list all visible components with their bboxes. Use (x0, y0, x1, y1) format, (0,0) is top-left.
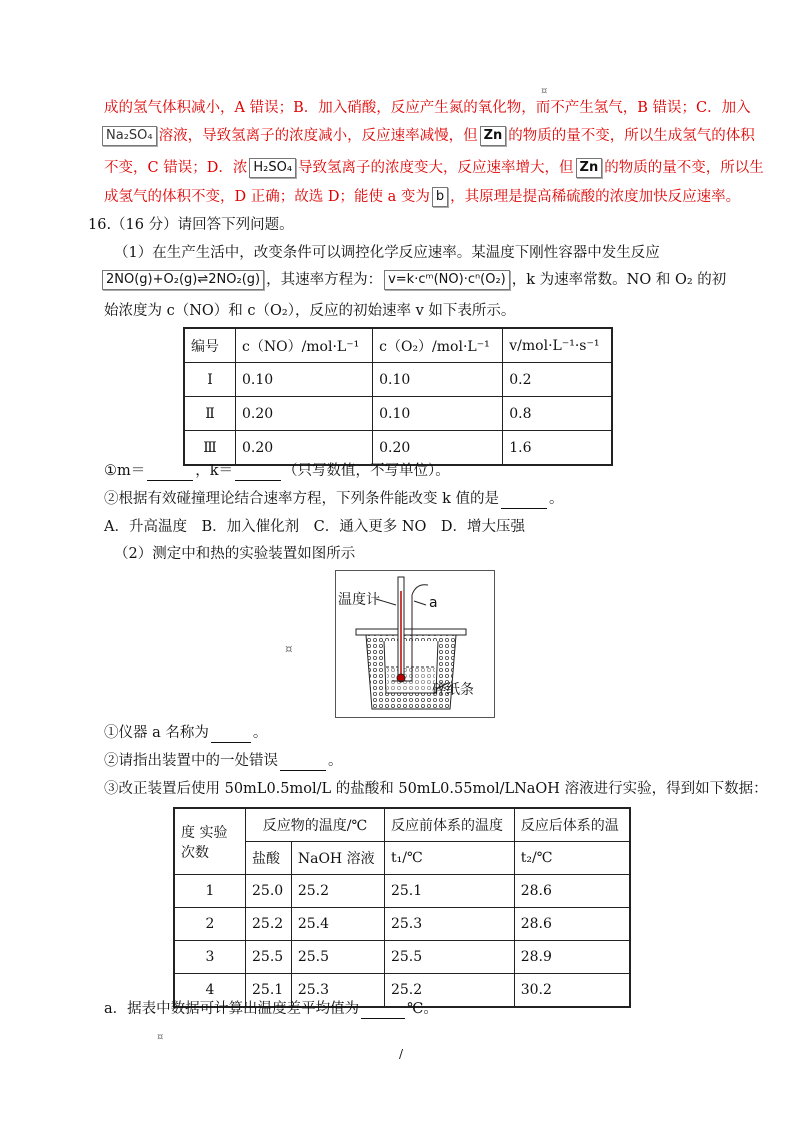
anchor-mark: ¤ (157, 1032, 164, 1043)
h2so4-formula-box: H₂SO₄ (249, 158, 296, 178)
calorimeter-figure (335, 570, 495, 718)
table-header-cell: 编号 (184, 328, 236, 363)
answer-line-2: Na₂SO₄ 溶液，导致氢离子的浓度减小，反应速率减慢，但 Zn 的物质的量不变，所以生成氢气的体积 (100, 126, 755, 146)
table-row (174, 875, 630, 908)
table-cell: 25.2 (246, 908, 292, 941)
table-cell: 0.10 (236, 363, 373, 397)
table-cell: 0.10 (373, 363, 503, 397)
table-cell: Ⅲ (184, 431, 236, 466)
question-instrument: ①仪器 a 名称为 。 (104, 725, 268, 741)
table-cell: 25.5 (384, 941, 514, 974)
question-temp-diff: a．据表中数据可计算出温度差平均值为 ℃。 (104, 1001, 438, 1017)
table-cell: 0.20 (236, 431, 373, 466)
table-header-cell: t₂/℃ (514, 842, 630, 875)
table-cell: 4 (174, 974, 246, 1008)
table-header-row (174, 808, 630, 842)
table-header-cell: t₁/℃ (384, 842, 514, 875)
table-header-cell: 反应后体系的温 (514, 808, 630, 842)
table-header-cell: 盐酸 (246, 842, 292, 875)
options-line: A．升高温度 B．加入催化剂 C．通入更多 NO D．增大压强 (104, 519, 526, 535)
rate-equation-box: v=k·cᵐ(NO)·cⁿ(O₂) (384, 270, 510, 290)
answer-blank-k[interactable] (235, 464, 281, 481)
table-cell: 0.8 (503, 397, 612, 431)
part-2-intro: （2）测定中和热的实验装置如图所示 (114, 546, 356, 562)
table-cell: 25.1 (246, 974, 292, 1008)
table-header-cell: c（NO）/mol·L⁻¹ (236, 328, 373, 363)
paper-strips-label: 碎纸条 (432, 682, 474, 698)
table-cell: 25.3 (384, 908, 514, 941)
table-cell: 25.2 (291, 875, 384, 908)
page-footer: / (399, 1047, 404, 1061)
table-header-cell: 反应物的温度/℃ (246, 808, 385, 842)
thermometer-label: 温度计 (338, 592, 380, 608)
zn-formula-box: Zn (480, 126, 507, 146)
table-cell: 3 (174, 941, 246, 974)
table-row (184, 363, 612, 397)
table-cell: 0.10 (373, 397, 503, 431)
part-1-intro-end: 始浓度为 c（NO）和 c（O₂），反应的初始速率 v 如下表所示。 (104, 303, 516, 319)
table-header-cell: v/mol·L⁻¹·s⁻¹ (503, 328, 612, 363)
reaction-formula-box: 2NO(g)+O₂(g)⇌2NO₂(g) (102, 270, 264, 290)
answer-line-1: 成的氢气体积减小，A 错误；B．加入硝酸，反应产生氮的氧化物，而不产生氢气，B 错误；C．加入 (104, 100, 751, 116)
table-row (184, 431, 612, 466)
zn-formula-box-2: Zn (576, 158, 603, 178)
table-header-cell: 反应前体系的温度 (384, 808, 514, 842)
answer-blank-temp-diff[interactable] (361, 1002, 405, 1019)
table-cell: 25.5 (291, 941, 384, 974)
table-cell: 30.2 (514, 974, 630, 1008)
na2so4-formula-box: Na₂SO₄ (102, 126, 157, 146)
table-header-cell: c（O₂）/mol·L⁻¹ (373, 328, 503, 363)
temperature-data-table (173, 807, 631, 1008)
anchor-mark: ¤ (541, 86, 548, 97)
table-corner-cell: 度 实验次数 (174, 808, 246, 875)
table-cell: 28.6 (514, 908, 630, 941)
table-cell: 2 (174, 908, 246, 941)
table-cell: 28.6 (514, 875, 630, 908)
table-row (184, 397, 612, 431)
question-16-header: 16.（16 分）请回答下列问题。 (88, 217, 294, 233)
table-cell: 0.2 (503, 363, 612, 397)
answer-line-4: 成氢气的体积不变，D 正确；故选 D；能使 a 变为 b ，其原理是提高稀硫酸的浓度加快反应速率。 (104, 189, 741, 205)
table-cell: 25.0 (246, 875, 292, 908)
table-cell: 1 (174, 875, 246, 908)
table-row (174, 941, 630, 974)
answer-blank-m[interactable] (147, 464, 193, 481)
answer-line-3: 不变，C 错误；D．浓 H₂SO₄ 导致氢离子的浓度变大，反应速率增大，但 Zn 的物质的量不变，所以生 (104, 160, 764, 176)
question-k-factor: ②根据有效碰撞理论结合速率方程，下列条件能改变 k 值的是 。 (104, 491, 564, 507)
rate-equation-line: 2NO(g)+O₂(g)⇌2NO₂(g) ，其速率方程为： v=k·cᵐ(NO)·cⁿ(O₂) ，k 为速率常数。NO 和 O₂ 的初 (100, 270, 726, 290)
table-cell: 25.4 (291, 908, 384, 941)
answer-blank-error[interactable] (280, 754, 326, 771)
table-header-row (184, 328, 612, 363)
question-error: ②请指出装置中的一处错误 。 (104, 753, 343, 769)
rate-data-table (183, 327, 613, 466)
anchor-mark: ¤ (285, 642, 293, 656)
question-data-intro: ③改正装置后使用 50mL0.5mol/L 的盐酸和 50mL0.55mol/LNaOH 溶液进行实验，得到如下数据： (104, 781, 768, 797)
table-cell: 0.20 (373, 431, 503, 466)
stirrer-label: a (429, 595, 438, 611)
table-cell: 25.5 (246, 941, 292, 974)
part-1-intro: （1）在生产生活中，改变条件可以调控化学反应速率。某温度下刚性容器中发生反应 (114, 245, 660, 261)
answer-blank-instrument[interactable] (211, 726, 251, 743)
table-cell: 25.1 (384, 875, 514, 908)
question-m-k: ①m＝ ，k＝ （只写数值，不写单位）。 (104, 463, 450, 479)
table-cell: 0.20 (236, 397, 373, 431)
table-cell: Ⅱ (184, 397, 236, 431)
table-cell: 25.2 (384, 974, 514, 1008)
table-row (174, 908, 630, 941)
answer-blank-k-factor[interactable] (501, 492, 547, 509)
table-cell: 1.6 (503, 431, 612, 466)
table-cell: 25.3 (291, 974, 384, 1008)
b-box: b (432, 187, 448, 207)
table-header-cell: NaOH 溶液 (291, 842, 384, 875)
table-cell: Ⅰ (184, 363, 236, 397)
table-cell: 28.9 (514, 941, 630, 974)
